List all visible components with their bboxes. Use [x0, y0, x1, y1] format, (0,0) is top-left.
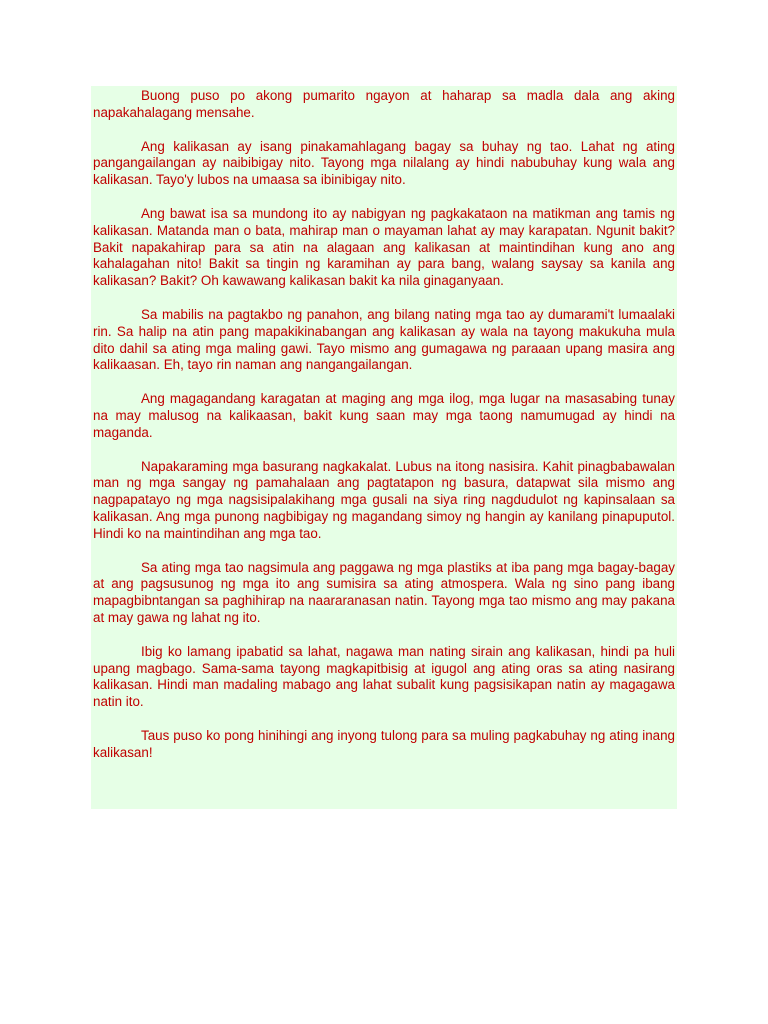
paragraph-1: Buong puso po akong pumarito ngayon at haharap sa madla dala ang aking napakahalagang mensahe. — [93, 88, 675, 120]
document-text-block — [91, 86, 677, 809]
paragraph-7: Sa ating mga tao nagsimula ang paggawa ng mga plastiks at iba pang mga bagay-bagay at ang pagsusunog ng mga ito ang sumisira sa ating atmospera. Wala ng sino pang ibang mapagbibntangan sa paghihirap na naararanasan natin. Tayong mga tao mismo ang may pakana at may gawa ng lahat ng ito. — [93, 559, 675, 625]
paragraph-9: Taus puso ko pong hinihingi ang inyong tulong para sa muling pagkabuhay ng ating inang kalikasan! — [93, 727, 675, 760]
paragraph-4: Sa mabilis na pagtakbo ng panahon, ang bilang nating mga tao ay dumarami't lumaalaki rin. Sa halip na atin pang mapakikinabangan ang kalikasan ay wala na tayong makukuha mula dito dahil sa ating mga maling gawi. Tayo mismo ang gumagawa ng paraaan upang masira ang kalikaasan. Eh, tayo rin naman ang nangangailangan. — [93, 306, 675, 373]
paragraph-6: Napakaraming mga basurang nagkakalat. Lubus na itong nasisira. Kahit pinagbabawalan man ng mga sangay ng pamahalaan ang pagtatapon ng basura, datapwat sila mismo ang nagpapatayo ng mga nagsisipalakihang mga gusali na siya ring nagdudulot ng kapinsalaan sa kalikasan. Ang mga punong nagbibigay ng magandang simoy ng hangin ay kanilang pinapuputol. Hindi ko na maintindihan ang mga tao. — [93, 458, 675, 541]
paragraph-3: Ang bawat isa sa mundong ito ay nabigyan ng pagkakataon na matikman ang tamis ng kalikasan. Matanda man o bata, mahirap man o mayaman lahat ay may karapatan. Ngunit bakit? Bakit napakahirap para sa atin na alagaan ang kalikasan at maintindihan kung ano ang kahalagahan nito! Bakit sa tingin ng karamihan ay para bang, walang saysay sa kanila ang kalikasan? Bakit? Oh kawawang kalikasan bakit ka nila ginaganyaan. — [93, 205, 675, 289]
paragraph-5: Ang magagandang karagatan at maging ang mga ilog, mga lugar na masasabing tunay na may malusog na kalikaasan, bakit kung saan may mga taong namumugad ay hindi na maganda. — [93, 391, 675, 440]
paragraph-8: Ibig ko lamang ipabatid sa lahat, nagawa man nating sirain ang kalikasan, hindi pa huli upang magbago. Sama-sama tayong magkapitbisig at igugol ang ating oras sa ating nasirang kalikasan. Hindi man madaling mabago ang lahat subalit kung pagsisikapan natin ay magagawa natin ito. — [93, 643, 675, 710]
paragraph-2: Ang kalikasan ay isang pinakamahlagang bagay sa buhay ng tao. Lahat ng ating pangangailangan ay naibibigay nito. Tayong mga nilalang ay hindi nabubuhay kung wala ang kalikasan. Tayo'y lubos na umaasa sa ibinibigay nito. — [93, 138, 675, 188]
